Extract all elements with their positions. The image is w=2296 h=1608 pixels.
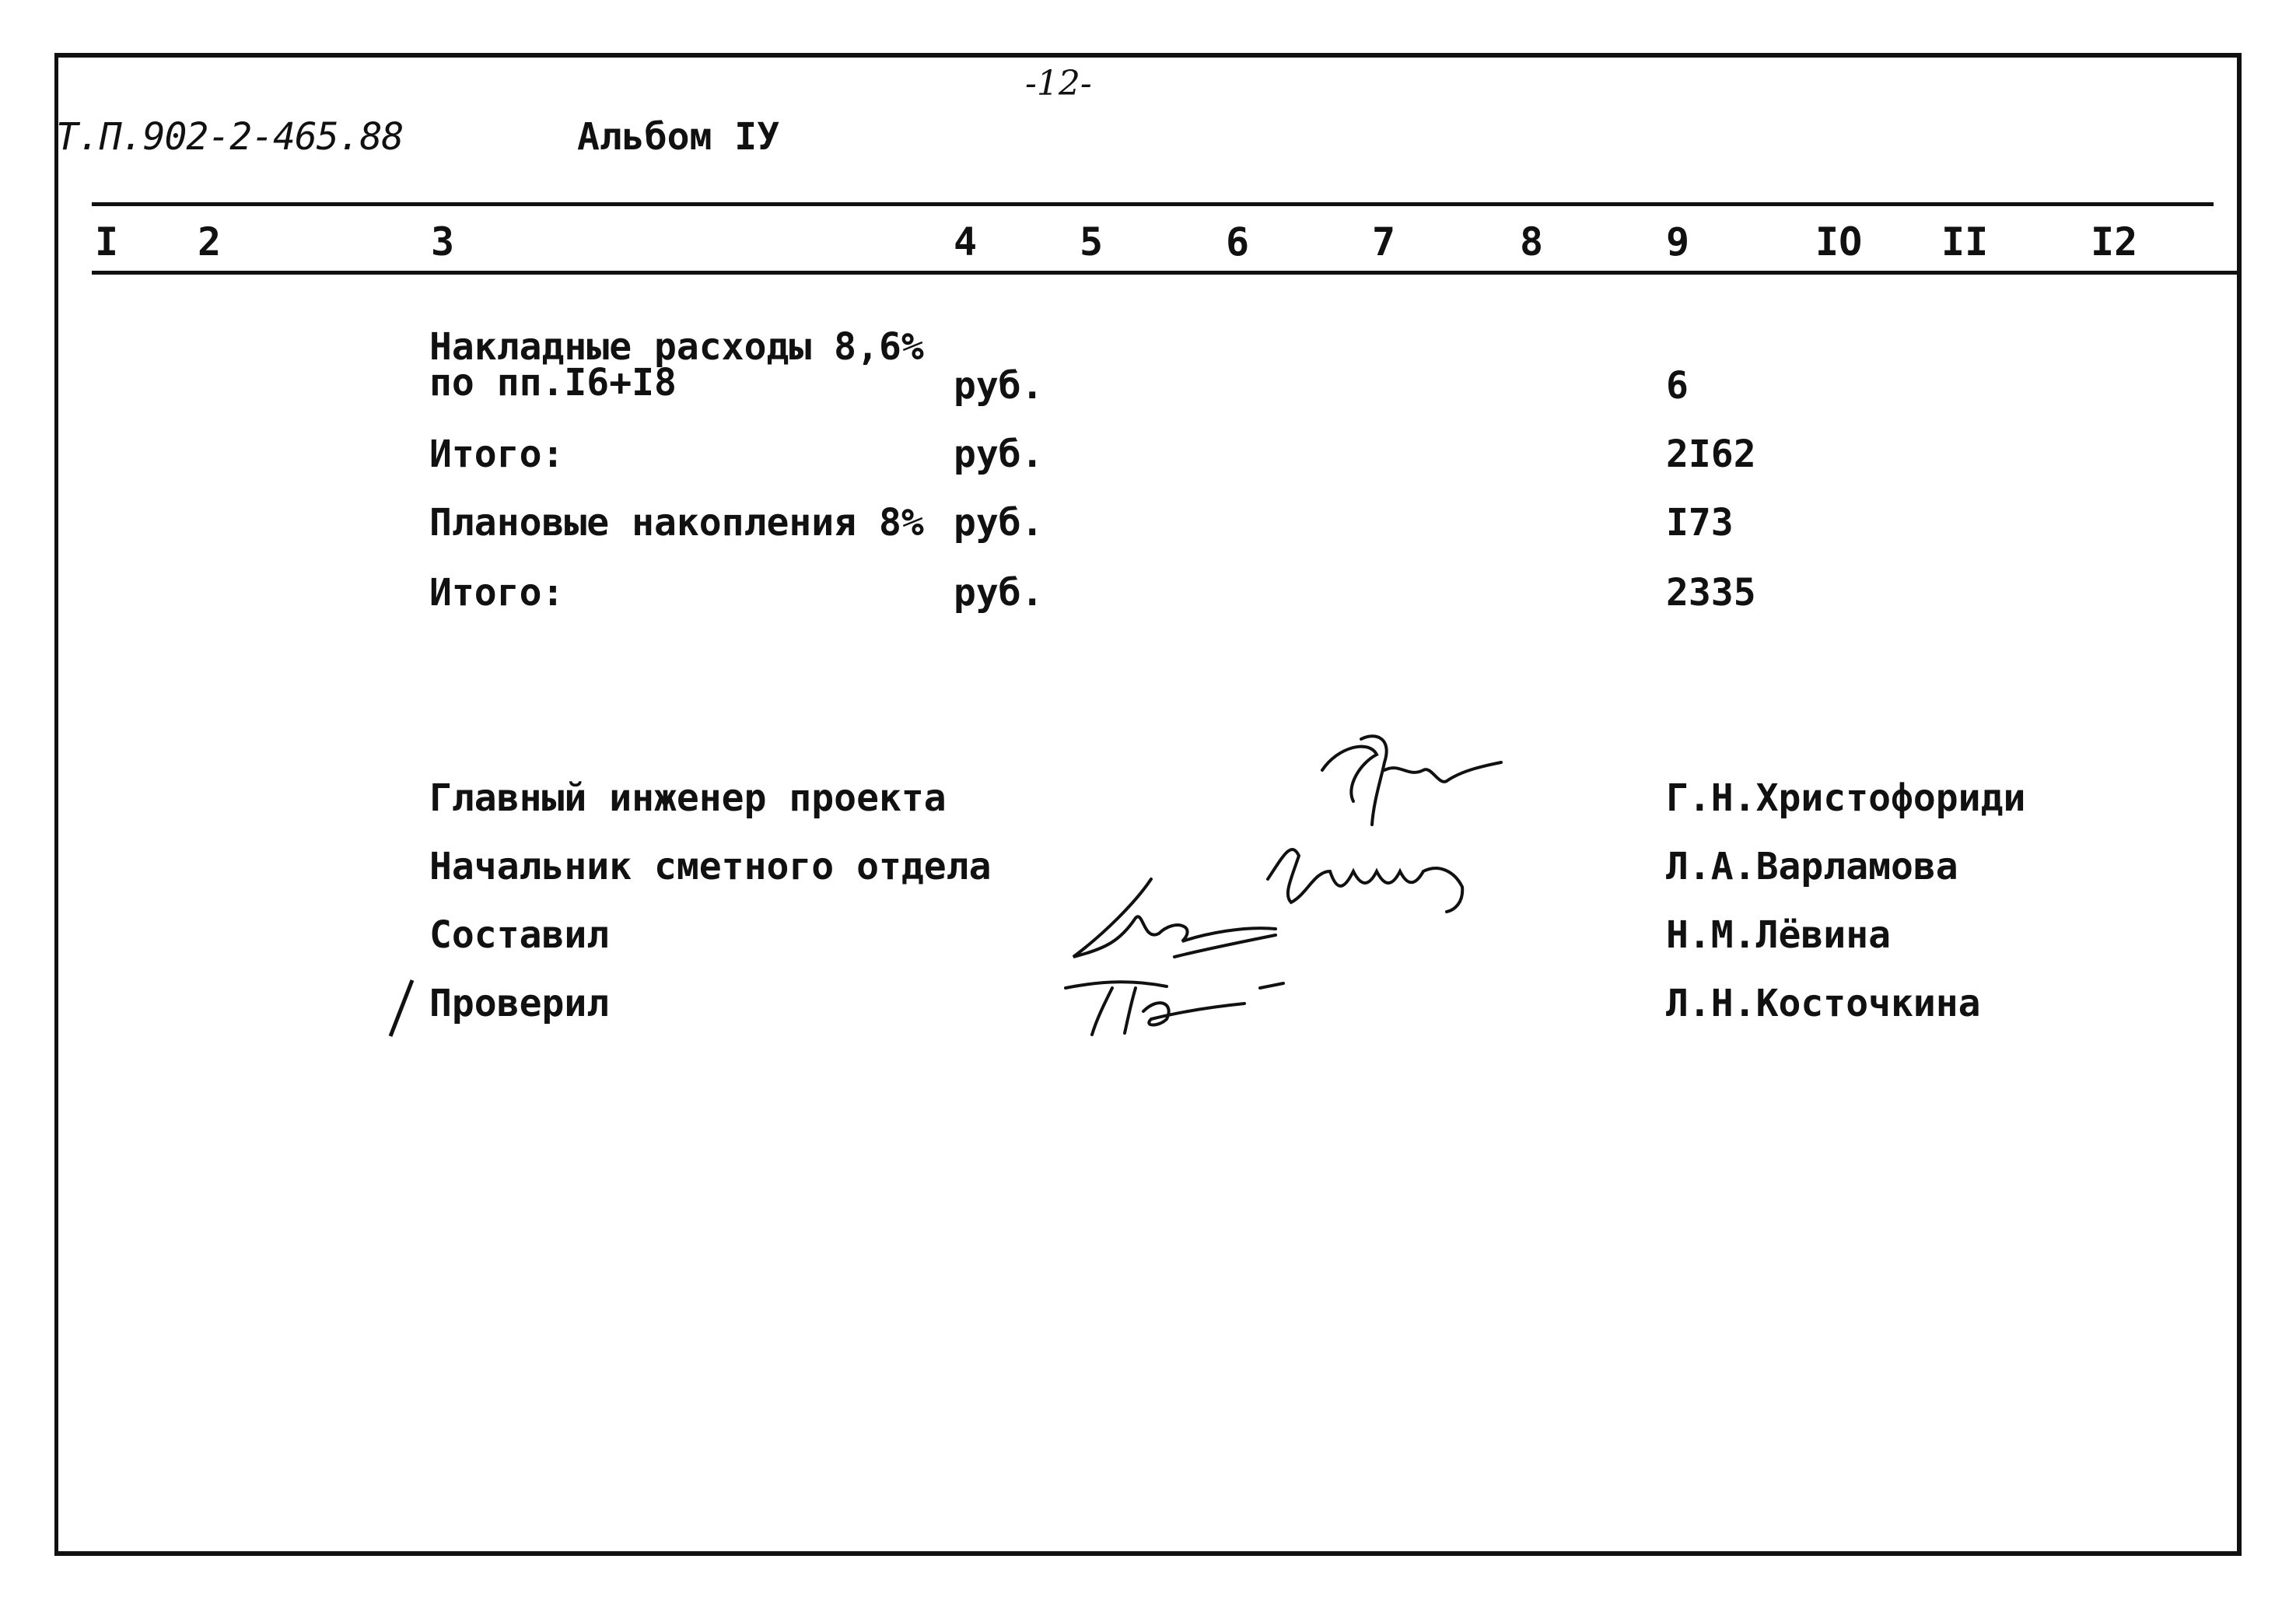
signatory-role: Начальник сметного отдела — [429, 845, 992, 888]
value-cell: 2I62 — [1666, 433, 1756, 476]
item-label: Итого: — [429, 433, 565, 476]
item-label: по пп.I6+I8 — [429, 361, 677, 405]
signatory-name: Л.А.Варламова — [1666, 845, 1958, 888]
signature-compiler — [1058, 871, 1291, 976]
header-bottom-rule — [92, 271, 2238, 275]
value-cell: 6 — [1666, 364, 1689, 408]
page-number: -12- — [1025, 64, 1092, 103]
value-cell: 2335 — [1666, 571, 1756, 615]
column-header: 3 — [431, 219, 455, 264]
signatory-name: Н.М.Лёвина — [1666, 913, 1891, 957]
unit-cell: руб. — [954, 571, 1044, 615]
item-label: Итого: — [429, 571, 565, 615]
item-label: Плановые накопления 8% — [429, 501, 924, 545]
column-header: 9 — [1666, 219, 1690, 264]
document-code: Т.П.902-2-465.88 — [56, 115, 404, 159]
column-header: 4 — [954, 219, 978, 264]
item-label: Накладные расходы 8,6% — [429, 325, 924, 369]
column-header: 6 — [1226, 219, 1250, 264]
unit-cell: руб. — [954, 501, 1044, 545]
column-header: 7 — [1372, 219, 1396, 264]
signatory-role: Главный инженер проекта — [429, 776, 947, 820]
signatory-role: Составил — [429, 913, 610, 957]
signature-estimates-head — [1260, 825, 1493, 921]
column-header: I2 — [2091, 219, 2138, 264]
signatory-name: Г.Н.Христофориди — [1666, 776, 2026, 820]
unit-cell: руб. — [954, 364, 1044, 408]
column-header: IO — [1815, 219, 1863, 264]
header-top-rule — [92, 202, 2214, 206]
column-header: 2 — [198, 219, 222, 264]
value-cell: I73 — [1666, 501, 1734, 545]
unit-cell: руб. — [954, 433, 1044, 476]
column-header: 5 — [1080, 219, 1104, 264]
signatory-role: Проверил — [429, 982, 610, 1025]
column-header: II — [1941, 219, 1989, 264]
signatory-name: Л.Н.Косточкина — [1666, 982, 1981, 1025]
album-title: Альбом IУ — [577, 115, 780, 159]
signature-checker — [1058, 965, 1307, 1046]
column-header: 8 — [1520, 219, 1544, 264]
check-mark — [386, 977, 417, 1042]
signature-chief-engineer — [1307, 716, 1509, 836]
column-header: I — [95, 219, 119, 264]
